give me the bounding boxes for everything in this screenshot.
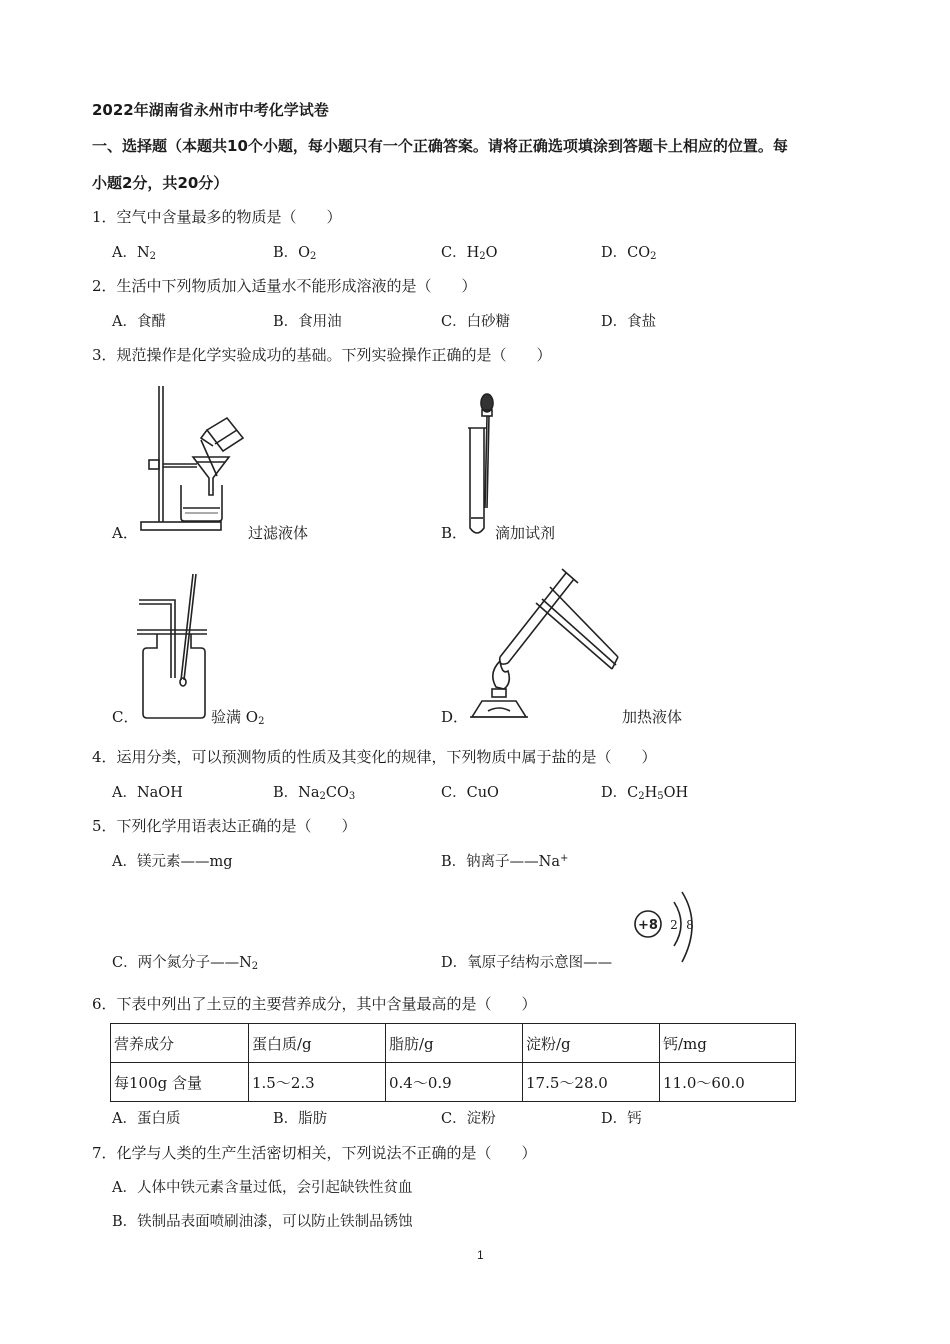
q4-option-d: D．$C_2H_5OH$ [601, 785, 689, 802]
q4-option-b: B．$Na_2CO_3$ [273, 785, 356, 802]
table-cell: 1.5～2.3 [249, 1063, 386, 1102]
q6-stem: 6．下表中列出了土豆的主要营养成分，其中含量最高的是（ ） [92, 995, 537, 1013]
table-header-cell: 营养成分 [111, 1024, 249, 1063]
q6-option-a: A．蛋白质 [112, 1111, 181, 1127]
q6-option-b: B．脂肪 [273, 1111, 328, 1127]
q2-option-b: B．食用油 [273, 314, 342, 330]
exam-title: 2022年湖南省永州市中考化学试卷 [92, 101, 329, 119]
dropper-testtube-figure [460, 390, 500, 540]
q5-option-d: D．氧原子结构示意图—— [441, 955, 613, 971]
table-row [111, 1063, 796, 1102]
q3-option-c-letter: C． [112, 708, 139, 726]
table-cell: 每100g 含量 [111, 1063, 249, 1102]
q2-option-c: C．白砂糖 [441, 314, 511, 330]
table-header-cell: 脂肪/g [386, 1024, 523, 1063]
table-cell: 11.0～60.0 [660, 1063, 796, 1102]
table-header-cell: 淀粉/g [523, 1024, 660, 1063]
q5-option-b: B．钠离子——Na+ [441, 853, 569, 870]
q1-option-b: B．$O_2$ [273, 245, 317, 262]
q4-option-c: C．CuO [441, 785, 499, 801]
q4-stem: 4．运用分类，可以预测物质的性质及其变化的规律，下列物质中属于盐的是（ ） [92, 748, 657, 766]
q1-option-a: A．$N_2$ [112, 245, 157, 262]
q5-option-c: C．两个氮分子$——N_2$ [112, 955, 259, 972]
gas-bottle-figure [135, 568, 215, 728]
q2-option-a: A．食醋 [112, 314, 166, 330]
table-cell: 0.4～0.9 [386, 1063, 523, 1102]
table-header-row [111, 1024, 796, 1063]
q3-option-b-letter: B． [441, 524, 468, 542]
q3-option-b-caption: 滴加试剂 [495, 524, 556, 542]
q7-option-b: B．铁制品表面喷刷油漆，可以防止铁制品锈蚀 [112, 1214, 413, 1230]
page-number: 1 [477, 1248, 484, 1262]
q6-option-c: C．淀粉 [441, 1111, 496, 1127]
table-header-cell: 钙/mg [660, 1024, 796, 1063]
q1-stem: 1．空气中含量最多的物质是（ ） [92, 208, 342, 226]
q7-stem: 7．化学与人类的生产生活密切相关，下列说法不正确的是（ ） [92, 1144, 537, 1162]
heating-testtube-figure [462, 565, 627, 725]
q5-option-a: A．镁元素——mg [112, 854, 233, 870]
q7-option-a: A．人体中铁元素含量过低，会引起缺铁性贫血 [112, 1180, 413, 1196]
q5-stem: 5．下列化学用语表达正确的是（ ） [92, 817, 357, 835]
q3-stem: 3．规范操作是化学实验成功的基础。下列实验操作正确的是（ ） [92, 346, 552, 364]
q3-option-a-caption: 过滤液体 [248, 524, 309, 542]
atom-shell2-electrons: 8 [686, 918, 694, 932]
q1-option-c: C．$H_2O$ [441, 245, 498, 262]
q3-option-c-caption: 验满 $O_2$ [211, 708, 265, 727]
q3-option-d-letter: D． [441, 708, 469, 726]
atom-nucleus-charge: +8 [638, 918, 658, 933]
q2-stem: 2．生活中下列物质加入适量水不能形成溶液的是（ ） [92, 277, 477, 295]
atom-shell1-electrons: 2 [670, 918, 678, 932]
section-heading-line1: 一、选择题（本题共10个小题，每小题只有一个正确答案。请将正确选项填涂到答题卡上相应的位置。每 [92, 137, 788, 155]
q6-option-d: D．钙 [601, 1111, 642, 1127]
q1-option-d: D．$CO_2$ [601, 245, 657, 262]
table-header-cell: 蛋白质/g [249, 1024, 386, 1063]
q3-option-a-letter: A． [112, 524, 138, 542]
q3-option-d-caption: 加热液体 [622, 708, 683, 726]
filtration-apparatus-figure [135, 380, 255, 535]
nutrition-table [110, 1023, 796, 1102]
section-heading-line2: 小题2分，共20分） [92, 174, 229, 192]
q4-option-a: A．NaOH [112, 785, 183, 801]
oxygen-atom-diagram [628, 888, 708, 968]
table-cell: 17.5～28.0 [523, 1063, 660, 1102]
q2-option-d: D．食盐 [601, 314, 657, 330]
